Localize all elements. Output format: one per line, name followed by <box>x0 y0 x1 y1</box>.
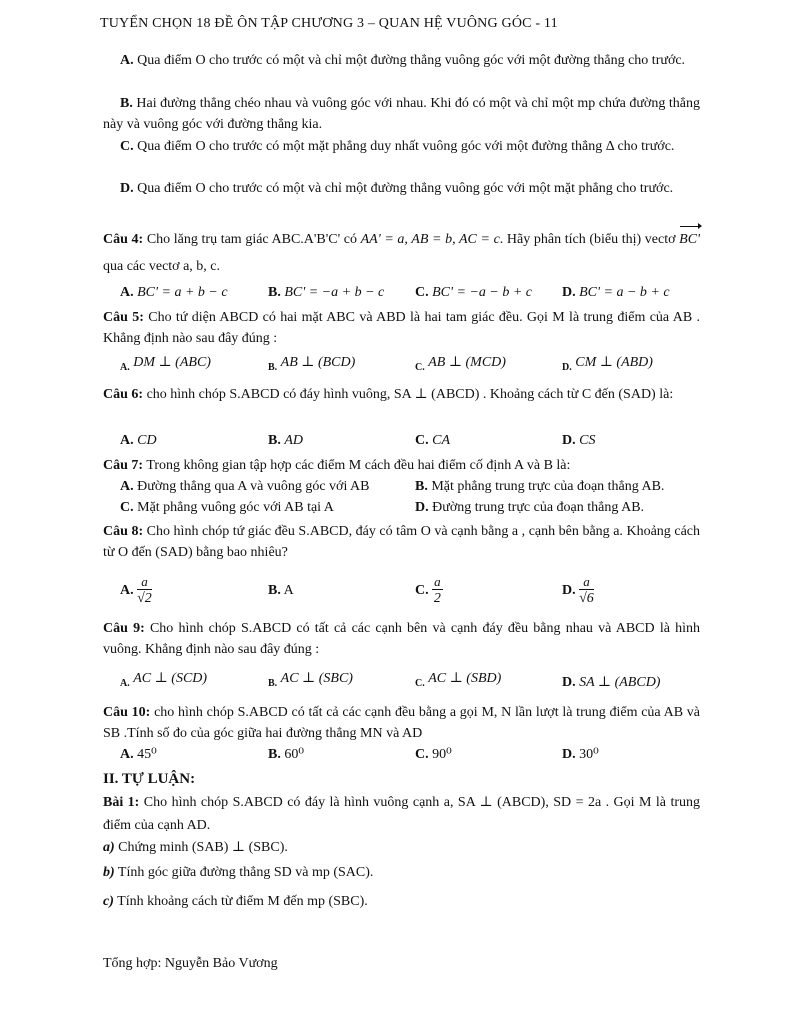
q4-option-c: C. BC' = −a − b + c <box>415 285 533 300</box>
q3-option-d: D. Qua điểm O cho trước có một và chỉ một đường thẳng vuông góc với một mặt phẳng cho trước. <box>120 181 674 196</box>
q8-options <box>103 571 703 611</box>
fraction: $\frac{a}{2}$ <box>433 574 441 607</box>
page-footer: Tổng hợp: Nguyễn Bảo Vương <box>103 956 278 971</box>
q7-option-c: C. Mặt phẳng vuông góc với AB tại A <box>120 500 334 515</box>
q7-option-d: D. Đường trung trực của đoạn thẳng AB. <box>415 500 645 515</box>
bai-1-part-a: a) Chứng minh (SAB) ⊥ (SBC). <box>103 840 288 855</box>
q3-option-c: C. Qua điểm O cho trước có một mặt phẳng duy nhất vuông góc với một đường thẳng Δ cho trước. <box>120 139 675 154</box>
question-10: Câu 10: cho hình chóp S.ABCD có tất cả các cạnh đều bằng a gọi M, N lần lượt là trung điểm của AB và SB .Tính số đo của góc giữa hai đường thẳng MN và AD <box>103 705 701 741</box>
q8-option-a: A. $\frac{a}{√2}$ <box>120 574 152 607</box>
bai-1-part-c: c) Tính khoảng cách từ điểm M đến mp (SBC). <box>103 894 368 909</box>
page-header: TUYỂN CHỌN 18 ĐỀ ÔN TẬP CHƯƠNG 3 – QUAN HỆ VUÔNG GÓC - 11 <box>100 16 558 31</box>
q8-option-b: B. A <box>268 583 294 598</box>
fraction: $\frac{a}{√2}$ <box>137 574 152 607</box>
q4-vector-bc: BC' <box>679 226 700 253</box>
q10-option-c: C. 90⁰ <box>415 747 452 762</box>
bai-1-part-b: b) Tính góc giữa đường thẳng SD và mp (SAC). <box>103 865 374 880</box>
q7-option-a: A. Đường thẳng qua A và vuông góc với AB <box>120 479 370 494</box>
q7-options-row1 <box>103 476 703 497</box>
q4-option-b: B. BC' = −a + b − c <box>268 285 385 300</box>
question-7: Câu 7: Trong không gian tập hợp các điểm M cách đều hai điểm cố định A và B là: <box>103 458 571 473</box>
bai-1: Bài 1: Cho hình chóp S.ABCD có đáy là hình vuông cạnh a, SA ⊥ (ABCD), SD = 2a . Gọi M là trung điểm của cạnh AD. <box>103 795 701 833</box>
q5-option-c: $_{C.}$ AB ⊥ (MCD) <box>415 355 506 373</box>
q9-option-b: $_{B.}$ AC ⊥ (SBC) <box>268 671 353 689</box>
question-6: Câu 6: cho hình chóp S.ABCD có đáy hình vuông, SA ⊥ (ABCD) . Khoảng cách từ C đến (SAD) là: <box>103 387 674 402</box>
q6-option-c: C. CA <box>415 433 451 448</box>
q7-options-row2 <box>103 497 703 518</box>
q10-option-d: D. 30⁰ <box>562 747 599 762</box>
q10-option-b: B. 60⁰ <box>268 747 304 762</box>
q4-vector-equation: AA' = a, AB = b, AC = c <box>360 232 500 247</box>
q5-option-d: $_{D.}$ CM ⊥ (ABD) <box>562 355 653 373</box>
q8-option-d: D. $\frac{a}{√6}$ <box>562 574 594 607</box>
q4-option-d: D. BC' = a − b + c <box>562 285 670 300</box>
q10-options <box>103 744 703 766</box>
q10-option-a: A. 45⁰ <box>120 747 157 762</box>
q6-option-d: D. CS <box>562 433 596 448</box>
question-5: Câu 5: Cho tứ diện ABCD có hai mặt ABC và ABD là hai tam giác đều. Gọi M là trung điểm của AB . Khẳng định nào sau đây đúng : <box>103 310 700 346</box>
q6-option-a: A. CD <box>120 433 157 448</box>
q5-options <box>103 352 703 374</box>
q6-options <box>103 430 703 452</box>
q3-option-a: A. Qua điểm O cho trước có một và chỉ một đường thẳng vuông góc với một đường thẳng cho trước. <box>120 53 686 68</box>
q9-option-c: $_{C.}$ AC ⊥ (SBD) <box>415 671 502 689</box>
section-title: II. TỰ LUẬN: <box>103 771 196 787</box>
q5-option-b: $_{B.}$ AB ⊥ (BCD) <box>268 355 356 373</box>
q4-option-a: A. BC' = a + b − c <box>120 285 228 300</box>
q7-option-b: B. Mặt phẳng trung trực của đoạn thẳng AB. <box>415 479 665 494</box>
q9-option-a: $_{A.}$ AC ⊥ (SCD) <box>120 671 208 689</box>
question-8: Câu 8: Cho hình chóp tứ giác đều S.ABCD, đáy có tâm O và cạnh bằng a , cạnh bên bằng a. Khoảng cách từ O đến (SAD) bằng bao nhiêu? <box>103 524 700 560</box>
q9-options <box>103 668 703 690</box>
q4-options <box>103 282 703 304</box>
q8-option-c: C. $\frac{a}{2}$ <box>415 574 441 607</box>
q6-option-b: B. AD <box>268 433 304 448</box>
q3-option-b: B. Hai đường thẳng chéo nhau và vuông góc với nhau. Khi đó có một và chỉ một mp chứa đường thẳng này và vuông góc với đường thẳng kia. <box>103 96 700 132</box>
fraction: $\frac{a}{√6}$ <box>579 574 594 607</box>
question-4: Câu 4: Cho lăng trụ tam giác ABC.A'B'C' có AA' = a, AB = b, AC = c. Hãy phân tích (biểu thị) vectơ BC' qua các vectơ a, b, c. <box>103 226 700 280</box>
q5-option-a: $_{A.}$ DM ⊥ (ABC) <box>120 355 211 373</box>
question-9: Câu 9: Cho hình chóp S.ABCD có tất cả các cạnh bên và cạnh đáy đều bằng nhau và ABCD là hình vuông. Khẳng định nào sau đây đúng : <box>103 621 701 657</box>
q9-option-d: D. SA ⊥ (ABCD) <box>562 675 661 690</box>
